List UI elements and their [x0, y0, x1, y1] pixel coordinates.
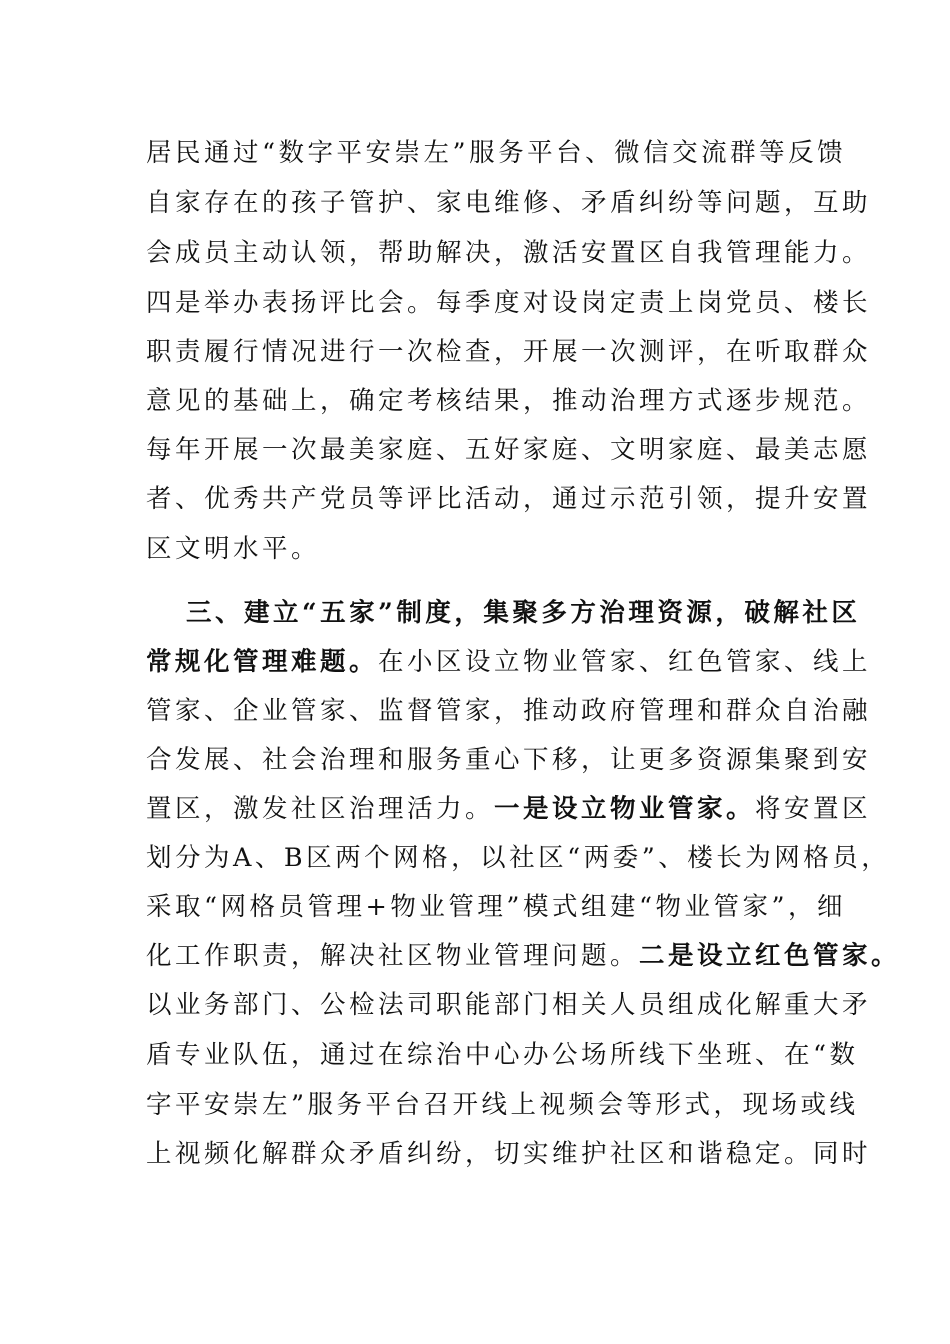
line-text: 化工作职责，解决社区物业管理问题。: [146, 941, 640, 971]
paragraph-line-8: 者、优秀共产党员等评比活动，通过示范引领，提升安置: [146, 484, 872, 514]
line-text: 在小区设立物业管家、红色管家、线上: [378, 647, 872, 677]
paragraph-line-20: 字平安崇左”服务平台召开线上视频会等形式，现场或线: [146, 1090, 859, 1120]
bold-subheading: 一是设立物业管家。: [494, 794, 756, 824]
bold-subheading: 二是设立红色管家。: [639, 941, 901, 971]
paragraph-line-7: 每年开展一次最美家庭、五好家庭、文明家庭、最美志愿: [146, 435, 872, 465]
paragraph-line-9: 区文明水平。: [146, 534, 321, 564]
paragraph-line-17: [146, 936, 901, 976]
paragraph-line-13: 合发展、社会治理和服务重心下移，让更多资源集聚到安: [146, 745, 872, 775]
paragraph-line-5: 职责履行情况进行一次检查，开展一次测评，在听取群众: [146, 337, 872, 367]
paragraph-line-1: 居民通过“数字平安崇左”服务平台、微信交流群等反馈: [146, 138, 847, 168]
paragraph-line-16: 采取“网格员管理+物业管理”模式组建“物业管家”，细: [146, 892, 847, 922]
paragraph-line-12: 管家、企业管家、监督管家，推动政府管理和群众自治融: [146, 696, 872, 726]
paragraph-line-19: 盾专业队伍，通过在综治中心办公场所线下坐班、在“数: [146, 1040, 859, 1070]
paragraph-line-3: 会成员主动认领，帮助解决，激活安置区自我管理能力。: [146, 238, 872, 268]
paragraph-line-2: 自家存在的孩子管护、家电维修、矛盾纠纷等问题，互助: [146, 188, 872, 218]
paragraph-line-11: [146, 642, 872, 682]
paragraph-line-6: 意见的基础上，确定考核结果，推动治理方式逐步规范。: [146, 386, 872, 416]
section-heading: 三、建立“五家”制度，集聚多方治理资源，破解社区: [186, 598, 861, 628]
line-text: 置区，激发社区治理活力。: [146, 794, 495, 824]
paragraph-line-18: 以业务部门、公检法司职能部门相关人员组成化解重大矛: [146, 990, 872, 1020]
paragraph-line-21: 上视频化解群众矛盾纠纷，切实维护社区和谐稳定。同时: [146, 1139, 872, 1169]
paragraph-line-14: [146, 789, 872, 829]
paragraph-line-4: 四是举办表扬评比会。每季度对设岗定责上岗党员、楼长: [146, 288, 872, 318]
bold-heading-continuation: 常规化管理难题。: [146, 647, 379, 677]
paragraph-line-15: 划分为A、B区两个网格，以社区“两委”、楼长为网格员，: [146, 843, 891, 873]
line-text-after: 将安置区: [755, 794, 872, 824]
